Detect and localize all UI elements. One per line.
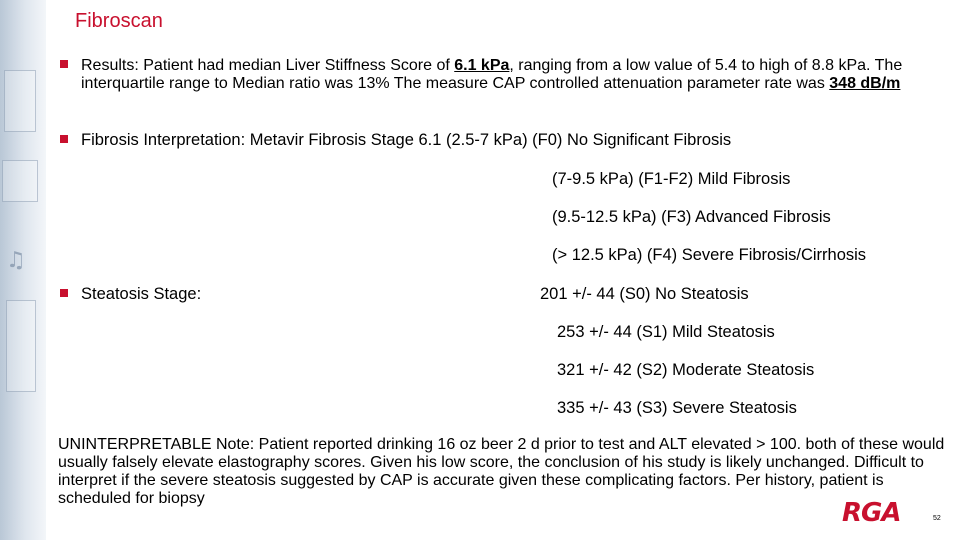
fibrosis-interpretation: Fibrosis Interpretation: Metavir Fibrosis Stage 6.1 (2.5-7 kPa) (F0) No Significant Fibrosis	[81, 131, 732, 149]
music-note-icon: ♫	[6, 248, 26, 273]
liver-stiffness-value: 6.1 kPa	[454, 57, 510, 74]
bullet-marker	[60, 135, 68, 143]
fibrosis-stage: (9.5-12.5 kPa) (F3) Advanced Fibrosis	[552, 208, 831, 226]
fibrosis-stage: (> 12.5 kPa) (F4) Severe Fibrosis/Cirrhosis	[552, 246, 867, 264]
steatosis-stage: 253 +/- 44 (S1) Mild Steatosis	[557, 323, 775, 341]
page-number: 52	[933, 515, 941, 522]
rga-logo: RGA	[842, 498, 901, 528]
decorative-frame	[2, 160, 38, 202]
steatosis-label: Steatosis Stage:	[81, 285, 202, 303]
cap-value: 348 dB/m	[829, 75, 901, 92]
steatosis-stage: 321 +/- 42 (S2) Moderate Steatosis	[557, 361, 815, 379]
bullet-marker	[60, 289, 68, 297]
results-middle: , ranging from a low value of 5.4 to high of 8.8 kPa. The interquartile range to Median ratio was 13% The measure CAP controlled attenuation parameter rate was	[81, 57, 903, 92]
slide-title: Fibroscan	[75, 10, 163, 32]
decorative-frame	[4, 70, 36, 132]
steatosis-stage: 201 +/- 44 (S0) No Steatosis	[540, 285, 749, 303]
fibrosis-stage: (7-9.5 kPa) (F1-F2) Mild Fibrosis	[552, 170, 791, 188]
decorative-frame	[6, 300, 36, 392]
interpretation-note: UNINTERPRETABLE Note: Patient reported drinking 16 oz beer 2 d prior to test and ALT elevated > 100. both of these would usually falsely elevate elastography scores. Given his low score, the conclusion of his study is likely unchanged. Difficult to interpret if the severe steatosis suggested by CAP is accurate given these complicating factors. Per history, patient is scheduled for biopsy	[58, 436, 945, 507]
results-paragraph	[81, 57, 956, 93]
bullet-marker	[60, 60, 68, 68]
steatosis-stage: 335 +/- 43 (S3) Severe Steatosis	[557, 399, 797, 417]
results-prefix: Results: Patient had median Liver Stiffness Score of	[81, 57, 455, 74]
decorative-side-strip	[0, 0, 46, 540]
